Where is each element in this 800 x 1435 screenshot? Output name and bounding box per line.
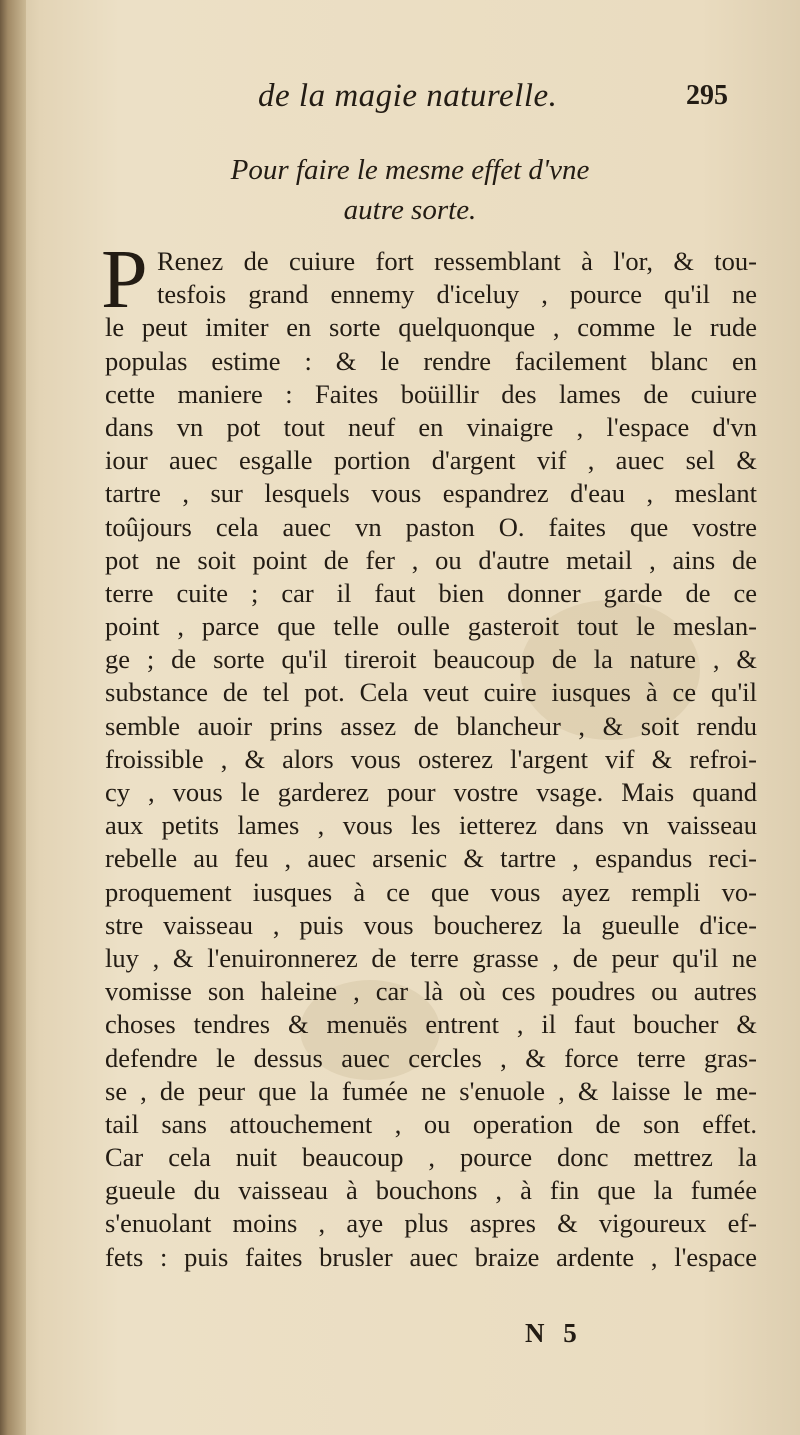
text-line: froissible , & alors vous osterez l'argent vif & refroi- (105, 743, 757, 774)
text-line: iour auec esgalle portion d'argent vif , auec sel & (105, 445, 757, 476)
text-line: choses tendres & menuës entrent , il faut boucher & (105, 1009, 757, 1040)
section-heading-line: Pour faire le mesme effet d'vne (230, 154, 590, 186)
running-head (258, 78, 728, 118)
text-line: tartre , sur lesquels vous espandrez d'eau , meslant (105, 478, 757, 509)
text-line: luy , & l'enuironnerez de terre grasse , de peur qu'il ne (105, 942, 757, 973)
text-line: proquement iusques à ce que vous ayez rempli vo- (105, 876, 757, 907)
text-line: vomisse son haleine , car là où ces poudres ou autres (105, 976, 757, 1007)
body-text (101, 233, 757, 1274)
text-line: tesfois grand ennemy d'iceluy , pource qu'il ne (157, 279, 757, 310)
text-line: aux petits lames , vous les ietterez dans vn vaisseau (105, 810, 757, 841)
text-line: tail sans attouchement , ou operation de son effet. (105, 1108, 757, 1139)
text-line: cette maniere : Faites boüillir des lames de cuiure (105, 378, 757, 409)
text-line: cy , vous le garderez pour vostre vsage. Mais quand (105, 777, 757, 807)
text-line: ge ; de sorte qu'il tireroit beaucoup de la nature , & (105, 644, 757, 675)
text-line: stre vaisseau , puis vous boucherez la gueulle d'ice- (105, 909, 757, 940)
text-line: substance de tel pot. Cela veut cuire iusques à ce qu'il (105, 677, 757, 708)
page-number: 295 (686, 80, 728, 111)
text-line: dans vn pot tout neuf en vinaigre , l'espace d'vn (105, 411, 757, 442)
text-line: gueule du vaisseau à bouchons , à fin que la fumée (105, 1175, 757, 1206)
section-heading-line: autre sorte. (343, 194, 477, 226)
drop-cap: P (101, 233, 148, 326)
text-line: Car cela nuit beaucoup , pource donc mettrez la (105, 1142, 757, 1173)
text-line: terre cuite ; car il faut bien donner garde de ce (105, 577, 757, 608)
text-line: semble auoir prins assez de blancheur , & soit rendu (105, 710, 757, 741)
signature-mark: N 5 (525, 1318, 583, 1348)
text-line: le peut imiter en sorte quelquonque , comme le rude (105, 312, 757, 343)
section-heading (150, 150, 670, 230)
text-line: Renez de cuiure fort ressemblant à l'or, & tou- (157, 246, 757, 276)
text-line: toûjours cela auec vn paston O. faites que vostre (105, 511, 757, 542)
text-line: se , de peur que la fumée ne s'enuole , & laisse le me- (105, 1075, 757, 1106)
running-head-title: de la magie naturelle. (258, 78, 558, 114)
text-line: populas estime : & le rendre facilement blanc en (105, 345, 757, 376)
text-line: s'enuolant moins , aye plus aspres & vigoureux ef- (105, 1208, 757, 1239)
text-line: fets : puis faites brusler auec braize ardente , l'espace (105, 1241, 757, 1272)
text-line: rebelle au feu , auec arsenic & tartre , espandus reci- (105, 843, 757, 874)
text-line: pot ne soit point de fer , ou d'autre metail , ains de (105, 544, 757, 575)
text-line: defendre le dessus auec cercles , & force terre gras- (105, 1042, 757, 1073)
text-line: point , parce que telle oulle gasteroit tout le meslan- (105, 611, 757, 642)
binding-gutter (0, 0, 26, 1435)
